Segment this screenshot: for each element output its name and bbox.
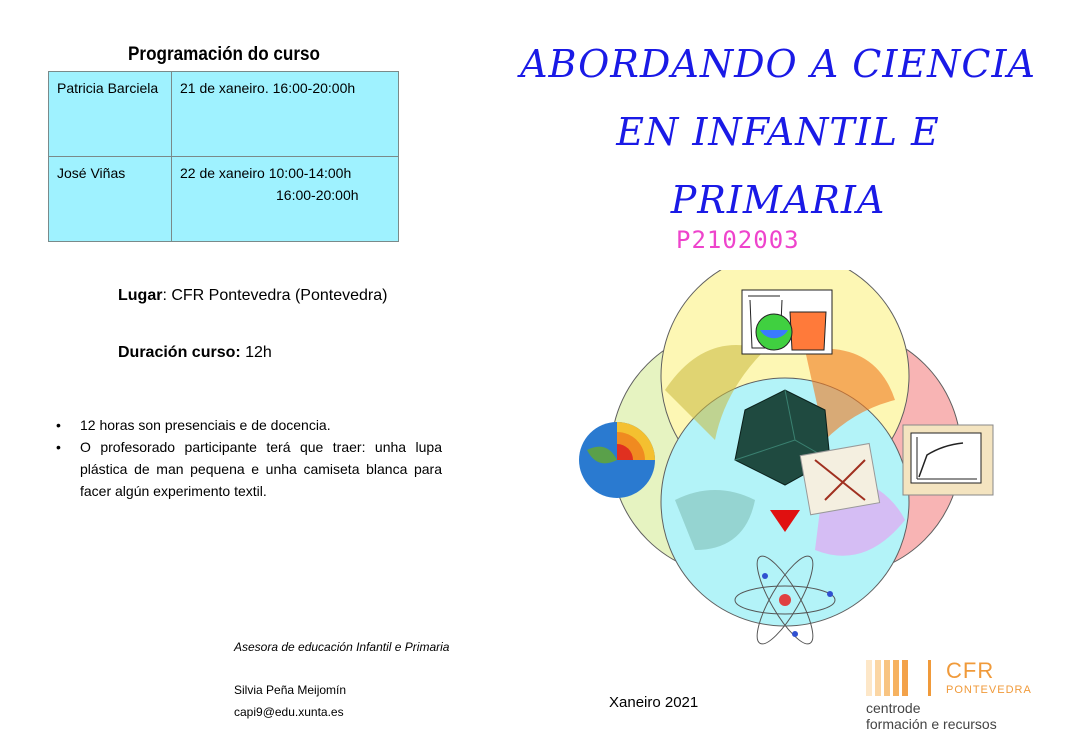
advisor-email[interactable]: capi9@edu.xunta.es bbox=[234, 705, 344, 719]
title-line: ABORDANDO A CIENCIA bbox=[520, 42, 1036, 86]
logo-subtitle: centrode bbox=[866, 700, 921, 716]
session-time-line: 22 de xaneiro 10:00-14:00h bbox=[180, 165, 352, 181]
session-time-line: 21 de xaneiro. 16:00-20:00h bbox=[180, 80, 356, 96]
session-time bbox=[172, 72, 399, 157]
schedule-table bbox=[48, 71, 399, 242]
list-item bbox=[56, 414, 442, 436]
location bbox=[118, 287, 387, 305]
notes-list bbox=[56, 414, 442, 502]
publication-date: Xaneiro 2021 bbox=[609, 694, 699, 711]
table-row bbox=[49, 72, 399, 157]
session-time-line: 16:00-20:00h bbox=[276, 187, 359, 203]
location-value: : CFR Pontevedra (Pontevedra) bbox=[162, 287, 388, 304]
duration bbox=[118, 344, 272, 362]
location-label: Lugar bbox=[118, 287, 163, 304]
beaker-icon bbox=[742, 290, 832, 354]
graph-icon bbox=[903, 425, 993, 495]
logo-city-text: PONTEVEDRA bbox=[946, 684, 1032, 696]
teacher-name: Patricia Barciela bbox=[49, 72, 172, 157]
cfr-logo-bars-icon bbox=[866, 656, 942, 700]
advisor-name: Silvia Peña Meijomín bbox=[234, 683, 347, 697]
logo-cfr-text: CFR bbox=[946, 658, 995, 683]
advisor-role: Asesora de educación Infantil e Primaria bbox=[234, 640, 450, 654]
duration-value: 12h bbox=[240, 344, 272, 361]
list-item bbox=[56, 436, 442, 502]
program-title: Programación do curso bbox=[128, 44, 320, 65]
cfr-logo bbox=[866, 656, 1056, 736]
course-code: P2102003 bbox=[676, 226, 800, 254]
logo-subtitle: formación e recursos bbox=[866, 716, 997, 732]
table-row bbox=[49, 157, 399, 242]
note-text: O profesorado participante terá que traer: unha lupa plástica de man pequena e unha camiseta blanca para facer algún experimento textil. bbox=[80, 439, 442, 499]
title-line: EN INFANTIL E bbox=[616, 110, 940, 154]
course-title bbox=[498, 30, 1058, 234]
note-text: 12 horas son presenciais e de docencia. bbox=[80, 417, 331, 433]
title-line: PRIMARIA bbox=[670, 178, 886, 222]
venn-illustration bbox=[565, 270, 1005, 660]
session-time bbox=[172, 157, 399, 242]
earth-layers-icon bbox=[579, 422, 655, 498]
bullet-icon: • bbox=[56, 417, 61, 433]
teacher-name: José Viñas bbox=[49, 157, 172, 242]
bullet-icon: • bbox=[56, 439, 61, 455]
duration-label: Duración curso: bbox=[118, 344, 241, 361]
